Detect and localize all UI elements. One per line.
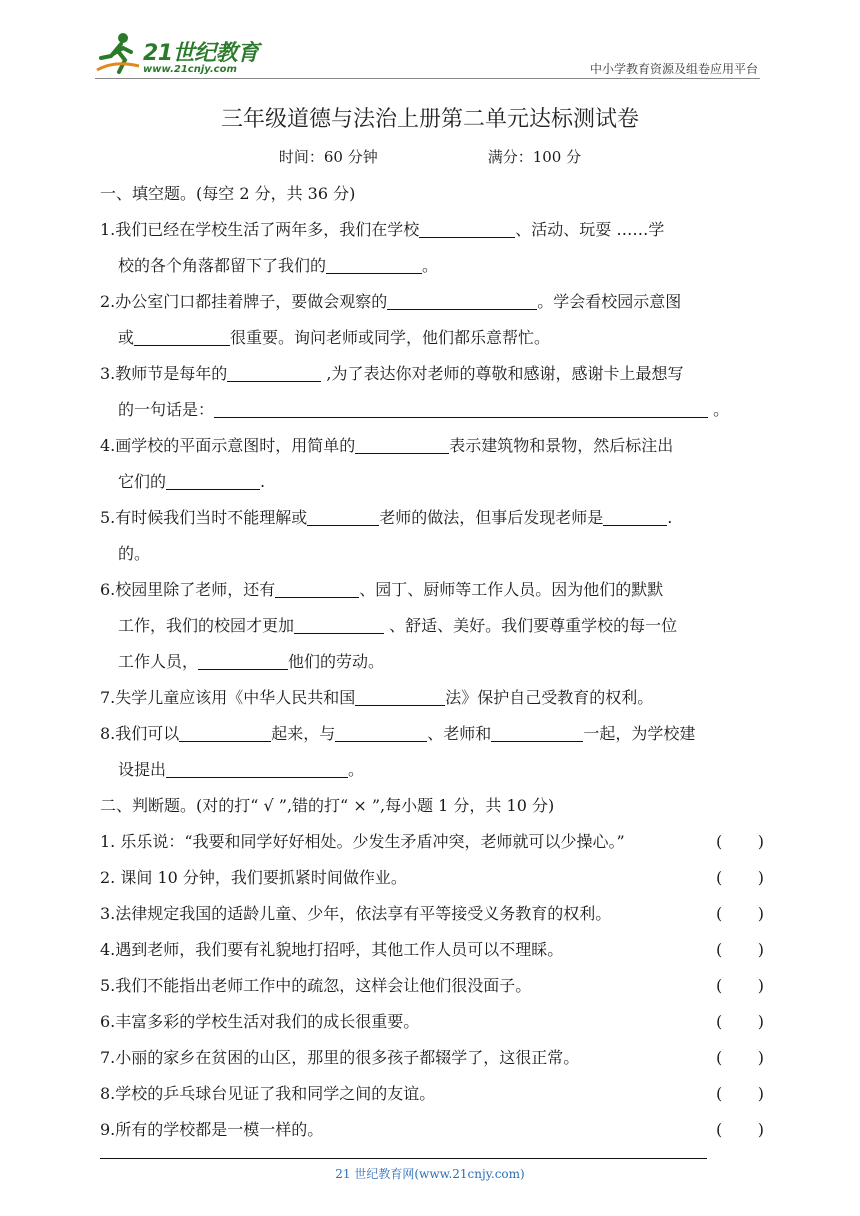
answer-blank[interactable]: [491, 721, 583, 742]
question-4-line-1: 4.画学校的平面示意图时，用简单的 表示建筑物和景物，然后标注出: [100, 428, 764, 464]
section2-heading: 二、判断题。(对的打“ √ ”,错的打“ × ”,每小题 1 分，共 10 分): [100, 796, 555, 815]
answer-parentheses[interactable]: ( ): [716, 976, 764, 995]
answer-blank[interactable]: [307, 505, 379, 526]
answer-blank[interactable]: [355, 433, 449, 454]
judge-item: 6.丰富多彩的学校生活对我们的成长很重要。 ( ): [100, 1004, 764, 1040]
question-4-line-2: 它们的 .: [100, 464, 764, 500]
answer-blank[interactable]: [603, 505, 667, 526]
judge-item: 3.法律规定我国的适龄儿童、少年，依法享有平等接受义务教育的权利。 ( ): [100, 896, 764, 932]
judge-item: 4.遇到老师，我们要有礼貌地打招呼，其他工作人员可以不理睬。 ( ): [100, 932, 764, 968]
question-2-line-2: 或 很重要。询问老师或同学，他们都乐意帮忙。: [100, 320, 764, 356]
question-6-line-2: 工作，我们的校园才更加 、舒适、美好。我们要尊重学校的每一位: [100, 608, 764, 644]
judge-item: 2. 课间 10 分钟，我们要抓紧时间做作业。 ( ): [100, 860, 764, 896]
answer-parentheses[interactable]: ( ): [716, 940, 764, 959]
page-header: [95, 30, 760, 80]
answer-blank[interactable]: [326, 253, 422, 274]
answer-parentheses[interactable]: ( ): [716, 904, 764, 923]
question-5-line-1: 5.有时候我们当时不能理解或 老师的做法，但事后发现老师是 .: [100, 500, 764, 536]
exam-time: 时间：60 分钟: [278, 148, 378, 166]
question-6-line-3: 工作人员， 他们的劳动。: [100, 644, 764, 680]
answer-blank[interactable]: [166, 469, 260, 490]
logo: [95, 30, 285, 78]
judge-item: 9.所有的学校都是一模一样的。 ( ): [100, 1112, 764, 1148]
page-title: 三年级道德与法治上册第二单元达标测试卷: [220, 107, 639, 132]
answer-parentheses[interactable]: ( ): [716, 832, 764, 851]
answer-blank[interactable]: [214, 397, 708, 418]
footer-text[interactable]: 21 世纪教育网(www.21cnjy.com): [335, 1167, 525, 1181]
answer-blank[interactable]: [387, 289, 537, 310]
judge-item: 7.小丽的家乡在贫困的山区，那里的很多孩子都辍学了，这很正常。 ( ): [100, 1040, 764, 1076]
answer-blank[interactable]: [179, 721, 271, 742]
question-5-line-2: 的。: [118, 544, 151, 563]
footer-divider: [100, 1158, 707, 1159]
answer-parentheses[interactable]: ( ): [716, 868, 764, 887]
header-divider: [95, 78, 760, 79]
question-2-line-1: 2.办公室门口都挂着牌子，要做会观察的 。学会看校园示意图: [100, 284, 764, 320]
question-3-line-1: 3.教师节是每年的 ,为了表达你对老师的尊敬和感谢，感谢卡上最想写: [100, 356, 764, 392]
question-1-line-2: 校的各个角落都留下了我们的 。: [100, 248, 764, 284]
judge-item: 5.我们不能指出老师工作中的疏忽，这样会让他们很没面子。 ( ): [100, 968, 764, 1004]
header-slogan: 中小学教育资源及组卷应用平台: [589, 62, 758, 76]
answer-parentheses[interactable]: ( ): [716, 1120, 764, 1139]
answer-blank[interactable]: [294, 613, 384, 634]
question-3-line-2: 的一句话是： 。: [100, 392, 764, 428]
answer-parentheses[interactable]: ( ): [716, 1012, 764, 1031]
exam-content: [100, 176, 764, 1148]
answer-blank[interactable]: [166, 757, 348, 778]
answer-blank[interactable]: [335, 721, 427, 742]
answer-blank[interactable]: [198, 649, 288, 670]
answer-blank[interactable]: [227, 361, 321, 382]
answer-blank[interactable]: [134, 325, 230, 346]
answer-blank[interactable]: [275, 577, 359, 598]
exam-info: [0, 146, 860, 167]
judge-item: 8.学校的乒乓球台见证了我和同学之间的友谊。 ( ): [100, 1076, 764, 1112]
answer-parentheses[interactable]: ( ): [716, 1048, 764, 1067]
exam-score: 满分：100 分: [487, 148, 582, 166]
logo-text: 21世纪教育: [143, 41, 259, 66]
question-6-line-1: 6.校园里除了老师，还有 、园丁、厨师等工作人员。因为他们的默默: [100, 572, 764, 608]
answer-parentheses[interactable]: ( ): [716, 1084, 764, 1103]
logo-url: www.21cnjy.com: [143, 64, 237, 75]
question-1-line-1: 1.我们已经在学校生活了两年多，我们在学校 、活动、玩耍 ……学: [100, 212, 764, 248]
answer-blank[interactable]: [419, 217, 515, 238]
question-8-line-1: 8.我们可以 起来，与 、老师和 一起，为学校建: [100, 716, 764, 752]
answer-blank[interactable]: [355, 685, 445, 706]
question-7: 7.失学儿童应该用《中华人民共和国 法》保护自己受教育的权利。: [100, 680, 764, 716]
runner-logo-icon: [95, 30, 141, 76]
question-8-line-2: 设提出 。: [100, 752, 764, 788]
section1-heading: 一、填空题。(每空 2 分，共 36 分): [100, 184, 356, 203]
judge-item: 1. 乐乐说：“我要和同学好好相处。少发生矛盾冲突，老师就可以少操心。” ( ): [100, 824, 764, 860]
